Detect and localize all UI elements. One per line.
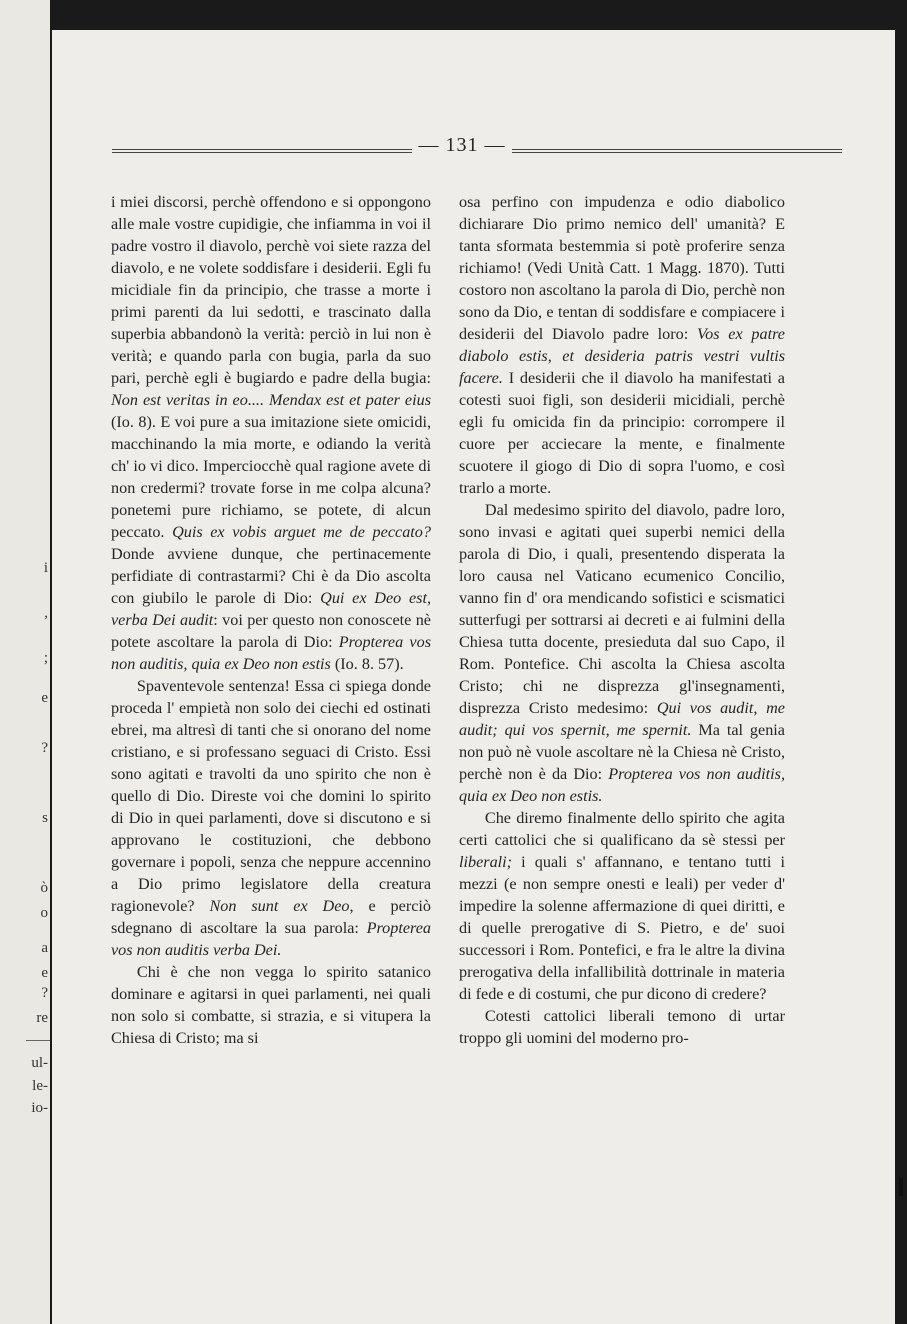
text-run: (Io. 8. 57). (330, 655, 404, 673)
margin-fragment: ; (43, 650, 48, 666)
text-run: i quali s' affannano, e tentano tutti i mezzi (e non sempre onesti e leali) per veder d' impedire la solenne affermazione di quei diritti, e di quelle prerogative di S. Pietro, e de' suoi successori i Rom. Pontefici, e fra le altre la divina prerogativa della infallibilità dottrinale in materia di fede e di costumi, che pur dicono di credere? (459, 853, 785, 1003)
latin-quote: Vos ex patre diabolo estis, et desideria patris vestri vultis facere. (459, 325, 785, 387)
latin-quote: Propterea vos non auditis verba Dei. (111, 919, 431, 959)
text-column-left (111, 191, 431, 1049)
margin-fragment: io- (31, 1100, 48, 1116)
margin-fragment: o (40, 905, 48, 921)
text-run: Donde avviene dunque, che pertinacemente perfidiate di contrastarmi? Chi è da Dio ascolta con giubilo le parole di Dio: (111, 545, 431, 607)
paragraph (459, 1005, 785, 1049)
paragraph (111, 961, 431, 1049)
margin-fragment: s (42, 810, 48, 826)
text-run: Cotesti cattolici liberali temono di urtar troppo gli uomini del moderno pro- (459, 1007, 785, 1047)
text-run: i miei discorsi, perchè offendono e si oppongono alle male vostre cupidigie, che infiamma in voi il padre vostro il diavolo, perchè voi siete razza del diavolo, e ne volete soddisfare i desiderii. Egli fu micidiale fin da principio, che trasse a morte i primi parenti da lui sedotti, e trascinato dalla superbia abbandonò la verità: perciò in lui non è verità; e quando parla con bugia, parla da suo pari, perchè egli è bugiardo e padre della bugia: (111, 193, 431, 387)
margin-fragment: ò (40, 880, 48, 896)
header-rule-left (112, 149, 412, 153)
paragraph (111, 675, 431, 961)
header-rule-right (512, 149, 842, 153)
margin-fragment: a (41, 940, 48, 956)
margin-fragment: , (44, 605, 48, 621)
latin-quote: Quis ex vobis arguet me de peccato? (172, 523, 431, 541)
latin-quote: Qui ex Deo est, verba Dei audit (111, 589, 431, 629)
margin-fragment: e (41, 690, 48, 706)
text-run: osa perfino con impudenza e odio diabolico dichiarare Dio primo nemico dell' umanità? E tanta sformata bestemmia si potè proferire senza richiamo! (Vedi Unità Catt. 1 Magg. 1870). Tutti costoro non ascoltano la parola di Dio, perchè non sono da Dio, e tentan di soddisfare e compiacere i desiderii del Diavolo padre loro: (459, 193, 785, 343)
margin-fragment: ? (41, 740, 48, 756)
latin-quote: Qui vos audit, me audit; qui vos spernit, me spernit. (459, 699, 785, 739)
latin-quote: liberali; (459, 853, 513, 871)
margin-fragment: e (41, 965, 48, 981)
book-page (52, 30, 895, 1324)
latin-quote: Propterea vos non auditis, quia ex Deo non estis. (459, 765, 785, 805)
text-run: Che diremo finalmente dello spirito che agita certi cattolici che si qualificano da sè stessi per (459, 809, 785, 849)
margin-fragment: re (36, 1010, 48, 1026)
margin-fragment: ? (41, 985, 48, 1001)
margin-fragment: i (43, 560, 48, 576)
text-run: (Io. 8). E voi pure a sua imitazione siete omicidi, macchinando la mia morte, e odiando la verità ch' io vi dico. Imperciocchè qual ragione avete di non credermi? trovate forse in me colpa alcuna? ponetemi pure richiamo, se potete, di alcun peccato. (111, 413, 431, 541)
latin-quote: Non est veritas in eo.... Mendax est et pater eius (111, 391, 431, 409)
text-run: Ma tal genia non può nè vuole ascoltare nè la Chiesa nè Cristo, perchè non è da Dio: (459, 721, 785, 783)
text-run: , e perciò sdegnano di ascoltare la sua parola: (111, 897, 431, 937)
paragraph (111, 191, 431, 675)
text-run: Chi è che non vegga lo spirito satanico dominare e agitarsi in quei parlamenti, nei quali non solo si combatte, si strazia, e si vitupera la Chiesa di Cristo; ma si (111, 963, 431, 1047)
page-number: — 131 — (418, 134, 506, 156)
page-header (112, 134, 792, 158)
margin-rule (26, 1040, 50, 1041)
adjacent-page-edge (0, 0, 50, 1324)
text-run: : voi per questo non conoscete nè potete ascoltare la parola di Dio: (111, 611, 431, 651)
paragraph (459, 191, 785, 499)
margin-fragment: ul- (31, 1055, 48, 1071)
latin-quote: Non sunt ex Deo (209, 897, 350, 915)
text-run: Dal medesimo spirito del diavolo, padre loro, sono invasi e agitati quei superbi nemici della parola di Dio, i quali, presentendo disperata la loro causa nel Vaticano ecumenico Concilio, vanno fin d' ora mendicando sofistici e scismatici sutterfugi per sottrarsi ai decreti e ai fulmini della Chiesa tutta docente, presieduta dal suo Capo, il Rom. Pontefice. Chi ascolta la Chiesa ascolta Cristo; chi ne disprezza gl'insegnamenti, disprezza Cristo medesimo: (459, 501, 785, 717)
text-column-right (459, 191, 785, 1049)
paragraph (459, 807, 785, 1005)
text-run: Spaventevole sentenza! Essa ci spiega donde proceda l' empietà non solo dei ciechi ed ostinati ebrei, ma altresì di tanti che si onorano del nome cristiano, e si professano seguaci di Cristo. Essi sono agitati e travolti da uno spirito che non è quello di Dio. Direste voi che domini lo spirito di Dio in quei parlamenti, dove si discutono e si approvano le costituzioni, che debbono governare i popoli, senza che neppure accennino a Dio primo legislatore della creatura ragionevole? (111, 677, 431, 915)
scan-edge-mark (899, 1178, 903, 1196)
text-run: I desiderii che il diavolo ha manifestati a cotesti suoi figli, son desiderii micidiali, perchè egli fu omicida fin da principio: corrompere il cuore per acciecare la mente, e finalmente scuotere il giogo di Dio di sopra l'uomo, e così trarlo a morte. (459, 369, 785, 497)
margin-fragment: le- (32, 1078, 48, 1094)
paragraph (459, 499, 785, 807)
latin-quote: Propterea vos non auditis, quia ex Deo non estis (111, 633, 431, 673)
